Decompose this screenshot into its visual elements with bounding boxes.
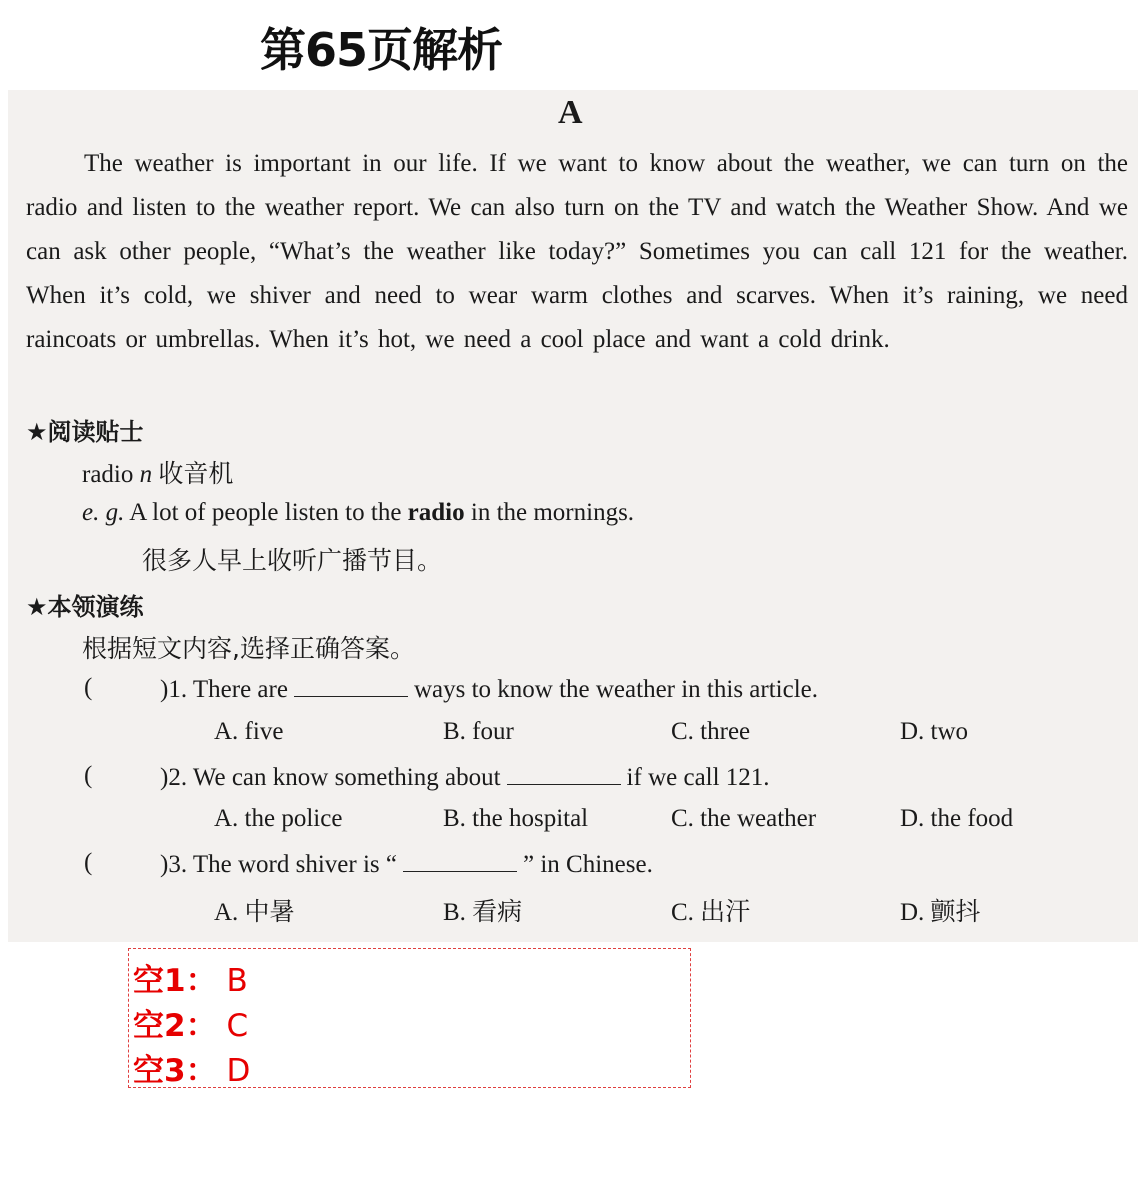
question-2 — [160, 762, 770, 792]
question-text-after: if we call 121. — [626, 764, 770, 791]
answer-value: B — [226, 963, 248, 999]
question-number: )2. — [160, 764, 188, 791]
question-number: )3. — [160, 851, 188, 878]
option-b: B. the hospital — [443, 805, 589, 832]
page-title: 第65页解析 — [260, 23, 503, 77]
option-a: A. the police — [214, 805, 343, 832]
reading-passage: The weather is important in our life. If we want to know about the weather, we can turn on the radio and listen to the weather report. We can also turn on the TV and watch the Weather Show. And we can ask other people, “What’s the weather like today?” Sometimes you can call 121 for the weather. When it’s cold, we shiver and need to wear warm clothes and scarves. When it’s raining, we need raincoats or umbrellas. When it’s hot, we need a cool place and want a cold drink. — [26, 150, 1128, 353]
vocab-word: radio — [82, 461, 134, 488]
example-sentence — [82, 499, 634, 527]
option-b: B. 看病 — [443, 899, 523, 926]
question-3 — [160, 849, 653, 879]
example-translation: 很多人早上收听广播节目。 — [142, 546, 443, 575]
answer-value: C — [226, 1008, 249, 1044]
answer-label: 空2： — [133, 1008, 217, 1044]
question-text-after: ” in Chinese. — [523, 851, 653, 878]
vocab-meaning: 收音机 — [158, 459, 234, 488]
example-before: A lot of people listen to the — [129, 499, 402, 526]
answer-blank — [507, 762, 621, 785]
answer-paren-open: ( — [84, 762, 93, 789]
question-text-before: The word shiver is “ — [192, 851, 398, 878]
answer-row-2 — [133, 1000, 248, 1045]
answer-blank — [294, 674, 408, 697]
answer-box — [128, 948, 691, 1088]
answer-label: 空3： — [133, 1053, 217, 1089]
option-a: A. 中暑 — [214, 899, 295, 926]
vocab-pos: n — [139, 461, 153, 488]
tips-heading: ★阅读贴士 — [26, 418, 144, 446]
section-letter: A — [558, 94, 583, 131]
option-c: C. the weather — [671, 805, 817, 832]
option-d: D. the food — [900, 805, 1014, 832]
example-prefix: e. g. — [82, 499, 125, 526]
question-number: )1. — [160, 676, 188, 703]
answer-row-3 — [133, 1045, 250, 1090]
question-text-after: ways to know the weather in this article. — [413, 676, 819, 703]
question-1 — [160, 674, 818, 704]
option-c: C. 出汗 — [671, 899, 751, 926]
question-text-before: There are — [192, 676, 288, 703]
answer-paren-open: ( — [84, 674, 93, 701]
option-d: D. 颤抖 — [900, 899, 981, 926]
practice-instruction: 根据短文内容,选择正确答案。 — [82, 634, 415, 663]
practice-heading: ★本领演练 — [26, 593, 144, 621]
question-text-before: We can know something about — [192, 764, 501, 791]
answer-value: D — [226, 1053, 251, 1089]
answer-blank — [403, 849, 517, 872]
example-bold: radio — [407, 499, 465, 526]
option-d: D. two — [900, 718, 969, 745]
option-a: A. five — [214, 718, 284, 745]
answer-label: 空1： — [133, 963, 217, 999]
answer-paren-open: ( — [84, 849, 93, 876]
example-after: in the mornings. — [470, 499, 635, 526]
option-b: B. four — [443, 718, 514, 745]
answer-row-1 — [133, 955, 248, 1000]
vocab-entry — [82, 454, 233, 490]
option-c: C. three — [671, 718, 751, 745]
